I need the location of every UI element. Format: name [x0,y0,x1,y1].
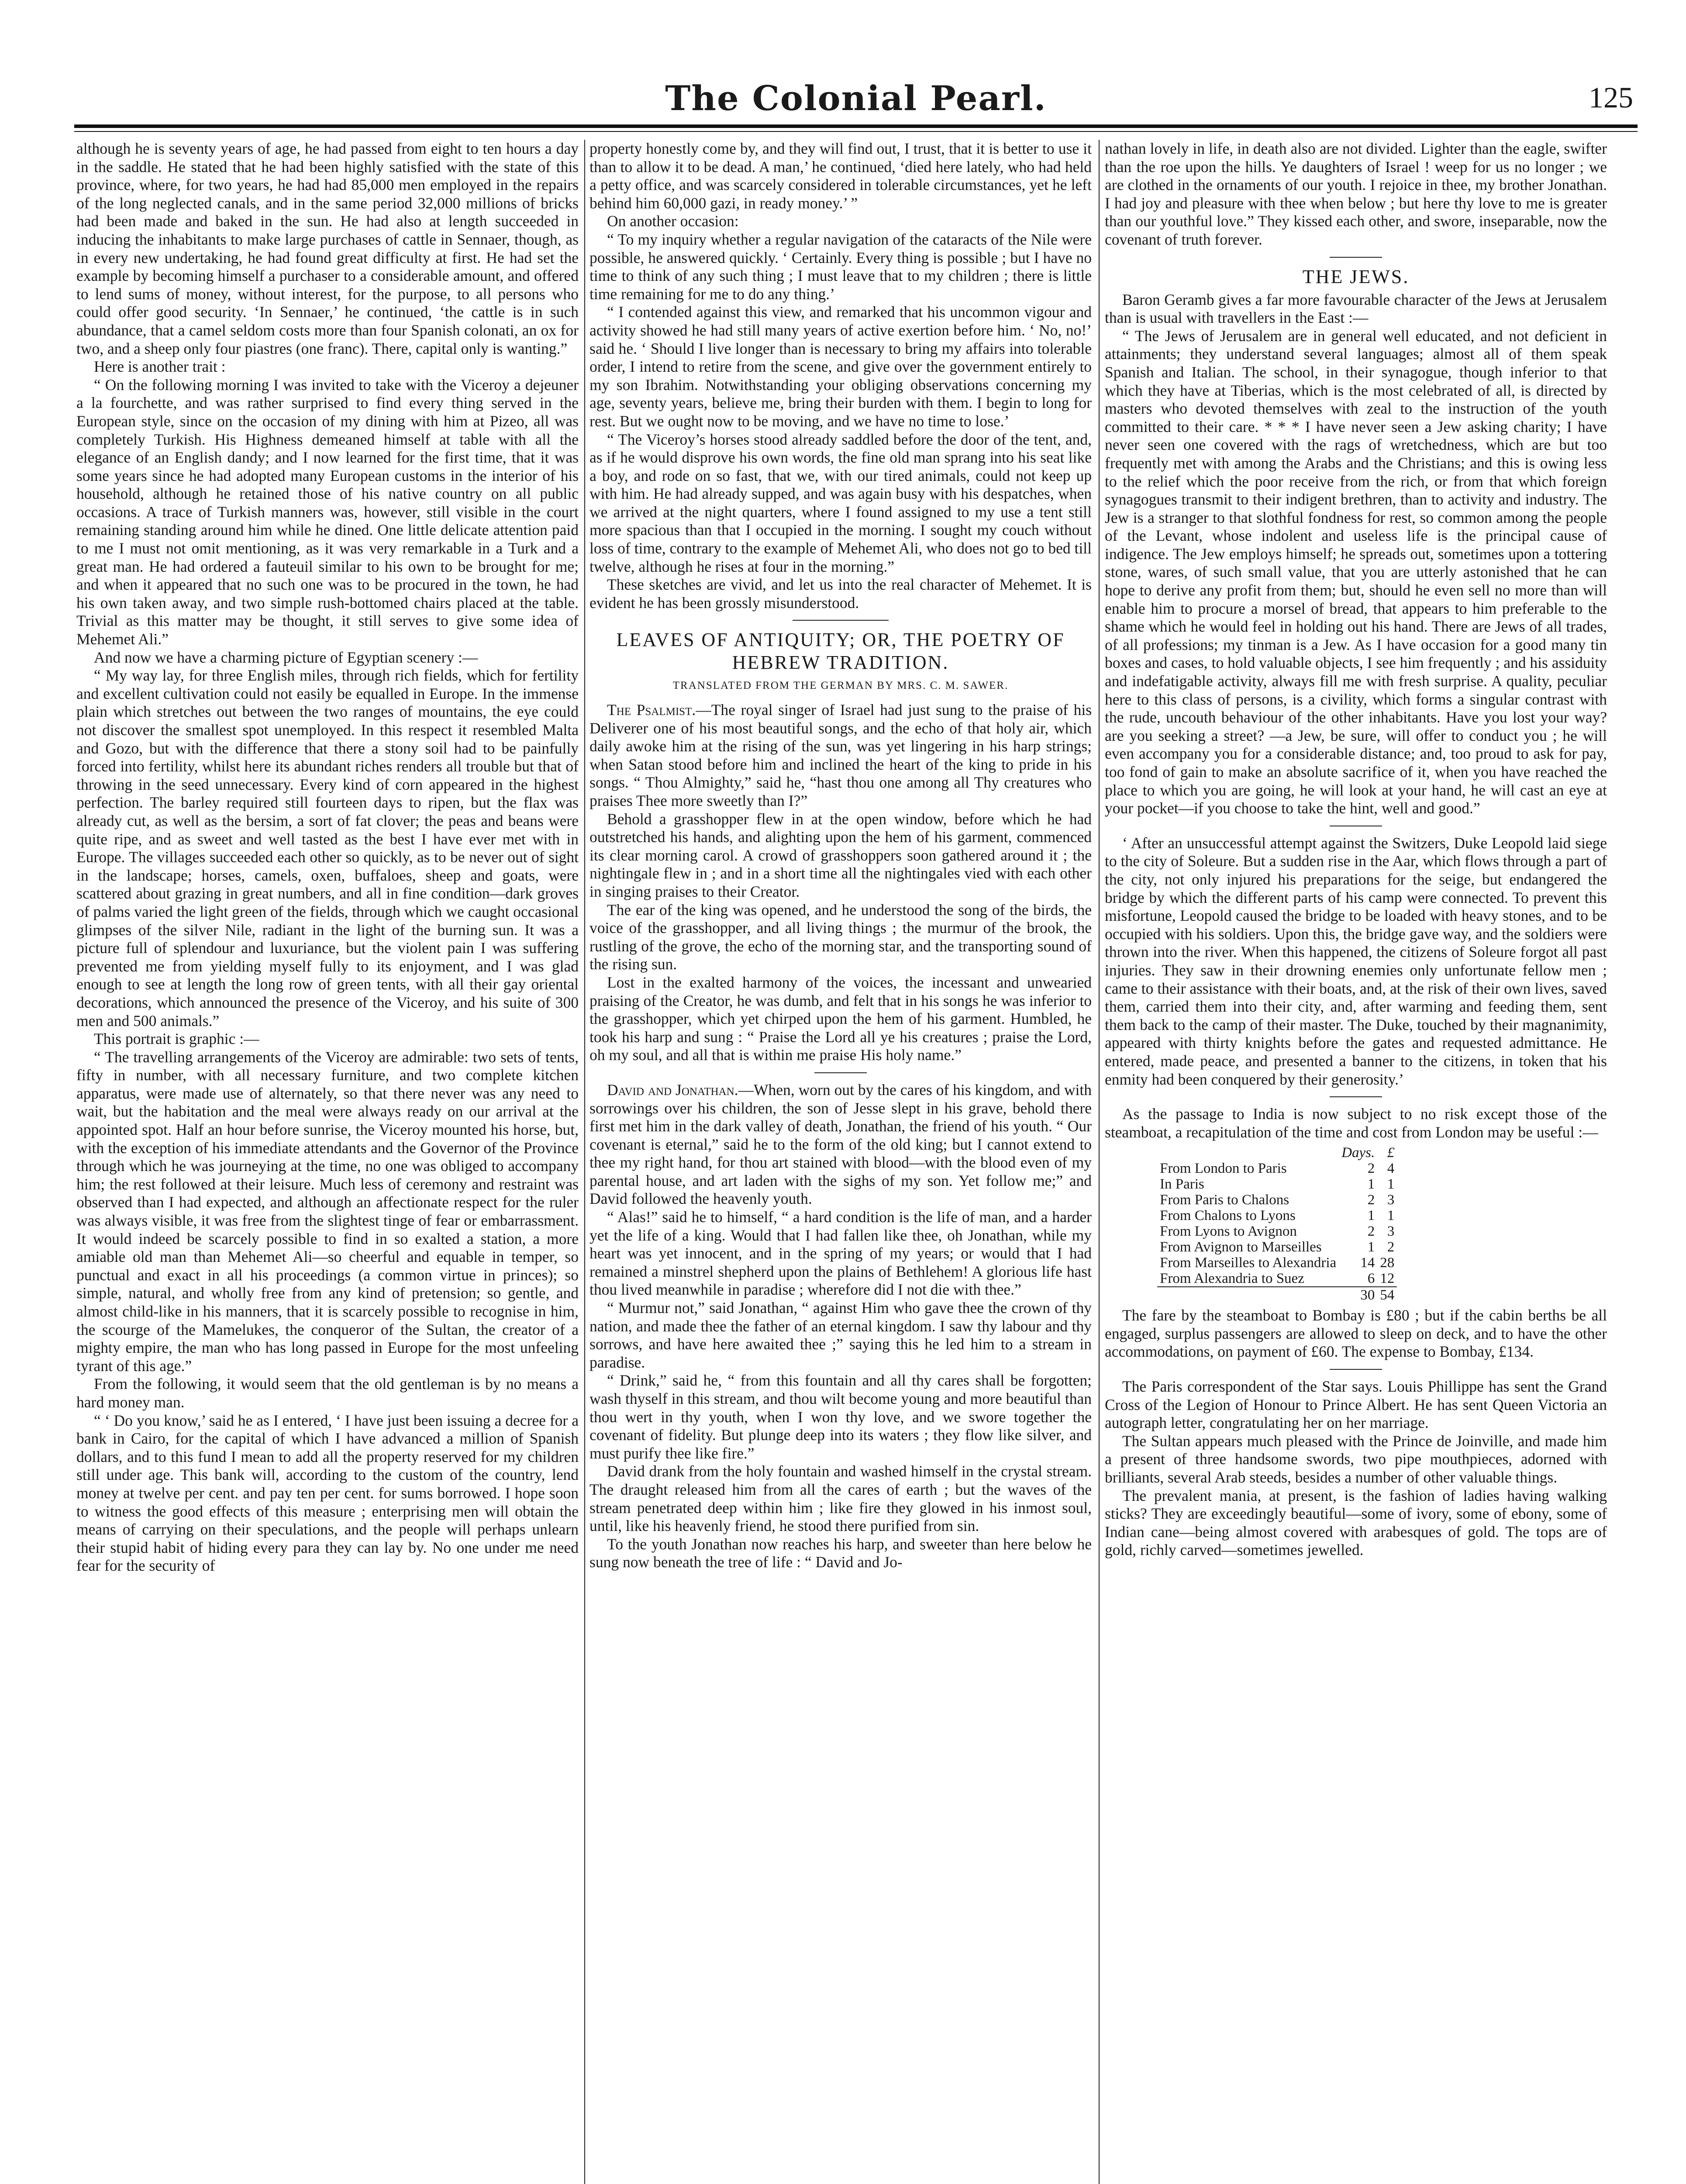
days-cell: 2 [1367,1192,1375,1208]
days-cell: 1 [1367,1208,1375,1224]
news-item: The prevalent mania, at present, is the fashion of ladies having walking sticks? They are exceedingly beautiful—some of ivory, some of ebony, some of Indian cane—being almost covered with arabesques of gold. The tops are of gold, richly carved—sometimes jewelled. [1105,1486,1607,1559]
cost-cell: 2 [1387,1239,1395,1255]
section-separator [1330,257,1382,258]
section-separator [814,1072,867,1073]
paragraph: Baron Geramb gives a far more favourable character of the Jews at Jerusalem than is usual with travellers in the East :— [1105,290,1607,327]
news-item: The Paris correspondent of the Star says. Louis Phillippe has sent the Grand Cross of the Legion of Honour to Prince Albert. He has sent Queen Victoria an autograph letter, congratulating her on her marriage. [1105,1378,1607,1432]
paragraph: —The royal singer of Israel had just sung to the praise of his Deliverer one of his most beautiful songs, and the echo of that holy air, which daily awoke him at the rising of the sun, was yet lingering in his harp strings; when Satan stood before him and inclined the heart of the king to pride in his songs. “ Thou Almighty,” said he, “hast thou one among all Thy creatures who praises Thee more sweetly than I?” [590,701,1092,809]
cost-cell: 3 [1387,1192,1395,1208]
paragraph: And now we have a charming picture of Egyptian scenery :— [94,648,478,666]
total-cost: 54 [1377,1287,1397,1303]
paragraph: “ To my inquiry whether a regular navigation of the cataracts of the Nile were possible, he answered quickly. ‘ Certainly. Every thing is possible ; but I have no time to think of any such thing ; I must leave that to my children ; there is little time remaining for me to do any thing.’ [590,230,1092,303]
table-row [1157,1271,1397,1287]
paragraph: David drank from the holy fountain and washed himself in the crystal stream. The draught released him from all the cares of earth ; but the waves of the stream penetrated deep within him ; like fire they glowed in his inmost soul, until, like his heavenly friend, he stood there purified from sin. [590,1462,1092,1535]
header-rule [74,124,1638,128]
paragraph: property honestly come by, and they will find out, I trust, that it is better to use it than to allow it to be dead. A man,’ he continued, ‘died here lately, who had held a petty office, and was scarcely considered in tolerable circumstances, yet he left behind him 60,000 gazi, in ready money.’ ” [590,140,1092,212]
paragraph: Behold a grasshopper flew in at the open window, before which he had outstretched his hands, and alighting upon the hem of his garment, commenced its clear morning carol. A crowd of grasshoppers soon gathered around it ; the nightingale flew in ; and in a short time all the nightingales vied with each other in singing praises to their Creator. [590,810,1092,900]
route-cell: From Marseilles to Alexandria [1160,1255,1337,1271]
paragraph: The ear of the king was opened, and he understood the song of the birds, the voice of the grasshopper, and all living things ; the murmur of the brook, the rustling of the grove, the echo of the morning star, and the transporting sound of the rising sun. [590,901,1092,973]
paragraph: On another occasion: [607,212,739,230]
header-rule-thin [74,131,1638,132]
cost-cell: 1 [1387,1208,1395,1224]
days-cell: 1 [1367,1239,1375,1255]
cost-cell: 12 [1380,1271,1395,1287]
masthead [74,79,1638,118]
route-cell: From Lyons to Avignon [1160,1223,1297,1240]
paragraph: “ Murmur not,” said Jonathan, “ against Him who gave thee the crown of thy nation, and made thee the father of an eternal kingdom. I saw thy labour and thy sorrows, and have here awaited thee ;” saying this he led him to a stream in paradise. [590,1299,1092,1371]
travel-cost-table [1157,1145,1397,1303]
column-divider [584,140,585,2184]
newspaper-title: The Colonial Pearl. [665,79,1047,118]
article-byline: TRANSLATED FROM THE GERMAN BY MRS. C. M. SAWER. [672,680,1009,692]
route-cell: From Alexandria to Suez [1160,1271,1304,1287]
section-label: David and Jonathan. [607,1081,738,1099]
paragraph: Lost in the exalted harmony of the voices, the incessant and unwearied praising of the Creator, he was dumb, and felt that in his songs he was inferior to the grasshopper, which yet chirped upon the hem of his garment. Humbled, he took his harp and sung : “ Praise the Lord all ye his creatures ; praise the Lord, oh my soul, and all that is within me praise His holy name.” [590,973,1092,1064]
page-number: 125 [1589,81,1633,114]
table-row [1157,1192,1397,1208]
column-1 [76,140,579,2184]
paragraph: “ The Viceroy’s horses stood already saddled before the door of the tent, and, as if he would disprove his own words, the fine old man sprang into his seat like a boy, and rode on so fast, that we, with our tired animals, could not keep up with him. He had already supped, and was again busy with his despatches, when we arrived at the night quarters, where I found assigned to my use a tent still more spacious than that I occupied in the morning. I sought my couch without loss of time, contrary to the example of Mehemet Ali, who does not go to bed till twelve, although he rises at four in the morning.” [590,430,1092,575]
table-total-row [1157,1287,1397,1303]
cost-cell: 3 [1387,1223,1395,1240]
cost-cell: 28 [1380,1255,1395,1271]
table-row [1157,1161,1397,1176]
table-row [1157,1208,1397,1223]
paragraph: nathan lovely in life, in death also are not divided. Lighter than the eagle, swifter than the roe upon the hills. Ye daughters of Israel ! weep for us no longer ; we are clothed in the ornaments of our youth. I rejoice in thee, my brother Jonathan. I had joy and pleasure with thee when below ; but here thy love to me is greater than our youthful love.” They kissed each other, and swore, inseparable, now the covenant of truth forever. [1105,140,1607,248]
paragraph: “ Drink,” said he, “ from this fountain and all thy cares shall be forgotten; wash thyself in this stream, and thou wilt become young and more beautiful than thou wert in thy youth, when I won thy love, and we swore together the covenant of fidelity. But plunge deep into its waters ; they flow like silver, and must purify thee like fire.” [590,1372,1092,1462]
days-cell: 2 [1367,1223,1375,1240]
news-item: The Sultan appears much pleased with the Prince de Joinville, and made him a present of three handsome swords, two pipe mouthpieces, adorned with brilliants, several Arab steeds, besides a number of other valuable things. [1105,1432,1607,1486]
route-cell: From Avignon to Marseilles [1160,1239,1322,1255]
paragraph: Here is another trait : [94,358,226,376]
paragraph: These sketches are vivid, and let us into the real character of Mehemet. It is evident he has been grossly misunderstood. [590,576,1092,612]
column-header: Days. [1341,1145,1375,1161]
cost-cell: 4 [1387,1161,1395,1177]
table-row [1157,1255,1397,1271]
table-row [1157,1223,1397,1239]
paragraph: “ The Jews of Jerusalem are in general well educated, and not deficient in attainments; they understand several languages; almost all of them speak Spanish and Italian. The school, in their synagogue, though inferior to that which they have at Tiberias, which is the most celebrated of all, is directed by masters who devoted themselves with zeal to the instruction of the youth committed to their care. * * * I have never seen a Jew asking charity; I have never seen one covered with the rags of wretchedness, which are but too frequently met with among the Arabs and the Christians; and this is owing less to the relief which the poor receive from the rich, or from that which foreign synagogues transmit to their indigent brethren, than to activity and industry. The Jew is a stranger to that slothful fondness for rest, so common among the people of the Levant, whose indolent and useless life is the principal cause of indigence. The Jew employs himself; he spreads out, sometimes upon a tottering stone, wares, of such small value, that you are utterly astonished that he can hope to derive any profit from them; but, should he even sell no more than will enable him to procure a morsel of bread, that appears to him preferable to the shame which he would feel in holding out his hand. There are Jews of all trades, of all professions; my tinman is a Jew. As I have occasion for a good many tin boxes and cases, to hold valuable objects, I see him frequently ; and his assiduity and indefatigable activity, always fill me with fresh surprise. A quality, peculiar here to this class of persons, is a civility, which forms a singular contrast with the rude, uncouth behaviour of the other inhabitants. Have you lost your way? are you seeking a street? —a Jew, be sure, will offer to conduct you ; he will even accompany you for a considerable distance; and, too proud to ask for pay, too fond of gain to make an absolute sacrifice of it, when you have reached the place to which you are going, he will look at your hand, he will cast an eye at your pocket—if you choose to take the hint, well and good.” [1105,327,1607,817]
days-cell: 1 [1367,1176,1375,1192]
route-cell: From Chalons to Lyons [1160,1208,1296,1224]
route-cell: In Paris [1160,1176,1204,1192]
paragraph: “ The travelling arrangements of the Viceroy are admirable: two sets of tents, fifty in number, with all necessary furniture, and two complete kitchen apparatus, were made use of alternately, so that there never was any need to wait, but the habitation and the meal were always ready on our arrival at the appointed spot. Half an hour before sunrise, the Viceroy mounted his horse, but, with the exception of his immediate attendants and the Governor of the Province through which he was journeying at the time, no one was obliged to accompany him; the rest followed at their leisure. Much less of ceremony and restraint was observed than I had expected, and although an affectionate respect for the ruler was always visible, it was free from the slightest tinge of fear or embarrassment. It would indeed be scarcely possible to find in so exalted a station, a more amiable old man than Mehemet Ali—so cheerful and equable in temper, so punctual and exact in all his proceedings (a common virtue in princes); so simple, natural, and wholly free from any kind of pretension; so gentle, and almost child-like in his manners, that it is scarcely possible to recognise in him, the scourge of the Mamelukes, the conqueror of the Sultan, the creator of a mighty empire, the man who has long passed in Europe for the most unfeeling tyrant of this age.” [76,1048,579,1375]
table-row [1157,1176,1397,1192]
column-3 [1105,140,1607,2184]
days-cell: 2 [1367,1161,1375,1177]
total-days: 30 [1339,1287,1377,1303]
route-cell: From London to Paris [1160,1161,1287,1177]
paragraph: “ Alas!” said he to himself, “ a hard condition is the life of man, and a harder yet the life of a king. Would that I had fallen like thee, oh Jonathan, while my heart was yet innocent, and in the spring of my years; or would that I had remained a minstrel shepherd upon the plains of Bethlehem! A glorious life hast thou lived meanwhile in paradise ; wherefore did I not die with thee.” [590,1208,1092,1299]
paragraph: This portrait is graphic :— [94,1030,259,1048]
table-row [1157,1239,1397,1255]
cost-cell: 1 [1387,1176,1395,1192]
table-header-row [1157,1145,1397,1161]
paragraph: “ I contended against this view, and remarked that his uncommon vigour and activity showed he had still many years of active exertion before him. ‘ No, no!’ said he. ‘ Should I live longer than is necessary to bring my affairs into tolerable order, I intend to retire from the scene, and give over the government entirely to my son Ibrahim. Notwithstanding your obliging observations concerning my age, seventy years, believe me, bring their burden with them. I begin to long for rest. But we ought now to be moving, and we have no time to lose.’ [590,303,1092,430]
column-header: £ [1387,1145,1395,1161]
paragraph: ‘ After an unsuccessful attempt against the Switzers, Duke Leopold laid siege to the city of Soleure. But a sudden rise in the Aar, which flows through a part of the city, not only injured his preparations for the seige, but endangered the bridge by which the different parts of his camp were connected. To prevent this misfortune, Leopold caused the bridge to be loaded with heavy stones, and to be occupied with his soldiers. Upon this, the bridge gave way, and the soldiers were thrown into the river. When this happened, the citizens of Soleure forgot all past injuries. They saw in their drowning enemies only unfortunate fellow men ; came to their assistance with their boats, and, at the risk of their own lives, saved them, carried them into their city, and, after warming and feeding them, sent them back to the camp of their master. The Duke, touched by their magnanimity, appeared with thirty knights before the gates and requested admittance. He entered, made peace, and presented a banner to the citizens, in token that his enmity had been conquered by their generosity.’ [1105,834,1607,1088]
days-cell: 14 [1360,1255,1375,1271]
paragraph: although he is seventy years of age, he had passed from eight to ten hours a day in the saddle. He stated that he had been highly satisfied with the state of this province, where, for two years, he had had 85,000 men employed in the repairs of the long neglected canals, and in the same period 32,000 millions of bricks had been made and baked in the sun. He had also at length succeeded in inducing the inhabitants to make large purchases of cattle in Sennaer, though, as in every new undertaking, he had found great difficulty at first. He had set the example by becoming himself a purchaser to a considerable amount, and offered to lend sums of money, without interest, for the purpose, to all persons who could offer good security. ‘In Sennaer,’ he continued, ‘the cattle is in such abundance, that a camel seldom costs more than four Spanish colonati, an ox for two, and a sheep only four piastres (one franc). There, capital only is wanting.” [76,140,579,357]
section-separator [1330,1369,1382,1370]
section-separator [793,620,889,621]
paragraph: The fare by the steamboat to Bombay is £80 ; but if the cabin berths be all engaged, surplus passengers are allowed to sleep on deck, and to have the other accommodations, on payment of £60. The expense to Bombay, £134. [1105,1306,1607,1361]
column-2 [590,140,1092,2184]
paragraph: “ ‘ Do you know,’ said he as I entered, ‘ I have just been issuing a decree for a bank in Cairo, for the capital of which I have advanced a million of Spanish dollars, and to this fund I mean to add all the property reserved for my children still under age. This bank will, according to the custom of the country, lend money at twelve per cent. and pay ten per cent. for sums borrowed. I hope soon to witness the good effects of this measure ; enterprising men will obtain the means of carrying on their speculations, and the people will perhaps unlearn their stupid habit of hiding every para they can lay by. No one under me need fear for the security of [76,1411,579,1575]
article-heading-leaves: LEAVES OF ANTIQUITY; OR, THE POETRY OF HEBREW TRADITION. [616,629,1065,674]
paragraph: “ My way lay, for three English miles, through rich fields, which for fertility and excellent cultivation could not easily be equalled in Europe. In the immense plain which stretches out between the two ranges of mountains, the eye could not discover the smallest spot unemployed. In this respect it resembled Malta and Gozo, but with the difference that there a stony soil had to be painfully forced into fertility, whilst here its abundant riches renders all trouble but that of throwing in the seed unnecessary. Every kind of corn appeared in the highest perfection. The barley required still fourteen days to ripen, but the flax was already cut, as well as the bersim, a sort of fat clover; the peas and beans were quite ripe, and as sweet and well tasted as the best I have ever met with in Europe. The villages succeeded each other so quickly, as to be never out of sight in the landscape; horses, camels, oxen, buffaloes, sheep and goats, were scattered about grazing in great numbers, and all in fine condition—dark groves of palms varied the light green of the fields, through which we caught occasional glimpses of the silver Nile, radiant in the light of the burning sun. It was a picture full of splendour and luxuriance, but the violent pain I was suffering prevented me from yielding myself fully to its enjoyment, and I was glad enough to see at length the long row of green tents, with all their gay oriental decorations, which announced the presence of the Viceroy, and his suite of 300 men and 500 animals.” [76,667,579,1030]
days-cell: 6 [1367,1271,1375,1287]
section-label: The Psalmist. [607,701,696,719]
route-cell: From Paris to Chalons [1160,1192,1289,1208]
column-divider [1099,140,1100,2184]
paragraph: —When, worn out by the cares of his kingdom, and with sorrowings over his children, the son of Jesse slept in his grave, behold there first met him in the dark valley of death, Jonathan, the friend of his youth. “ Our covenant is eternal,” said he to the form of the old king; but I cannot extend to thee my right hand, for thou art stained with blood—with the blood even of my parental house, and art laden with the sighs of my son. Yet follow me;” and David followed the heavenly youth. [590,1081,1092,1208]
section-separator [1330,1096,1382,1097]
paragraph: As the passage to India is now subject to no risk except those of the steamboat, a recapitulation of the time and cost from London may be useful :— [1105,1105,1607,1141]
paragraph: From the following, it would seem that the old gentleman is by no means a hard money man. [76,1375,579,1411]
paragraph: “ On the following morning I was invited to take with the Viceroy a dejeuner a la fourchette, and was rather surprised to find every thing served in the European style, since on the occasion of my dining with him at Pizeo, all was completely Turkish. His Highness demeaned himself at table with all the elegance of an English dandy; and I now learned for the first time, that it was some years since he had adopted many European customs in the interior of his household, although he retained those of his native country on all public occasions. A trace of Turkish manners was, however, still visible in the court remaining standing around him while he dined. One little delicate attention paid to me I must not omit mentioning, as it was very remarkable in a Turk and a great man. He had ordered a fauteuil similar to his own to be brought for me; and when it appeared that no such one was to be procured in the town, he had his own taken away, and two simple rush-bottomed chairs placed at the table. Trivial as this matter may be thought, it still serves to give some idea of Mehemet Ali.” [76,376,579,648]
paragraph: To the youth Jonathan now reaches his harp, and sweeter than here below he sung now beneath the tree of life : “ David and Jo- [590,1535,1092,1571]
article-heading-jews: THE JEWS. [1302,266,1410,287]
